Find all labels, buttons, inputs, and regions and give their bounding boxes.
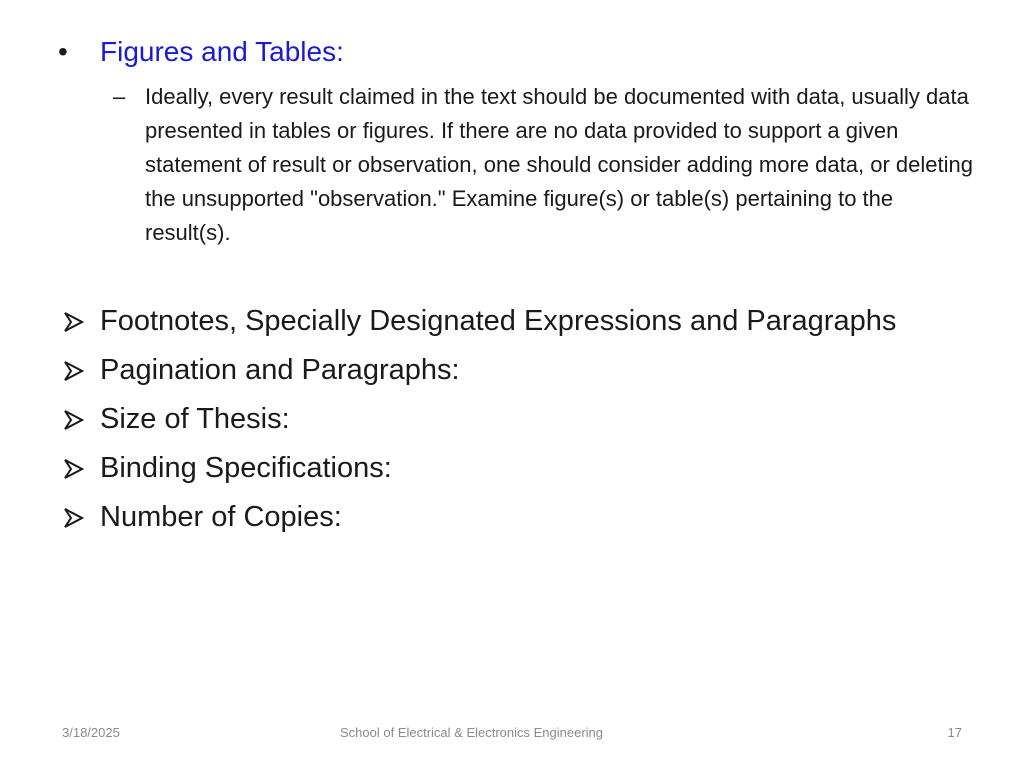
arrow-list-item xyxy=(62,297,896,346)
dash-bullet-icon: – xyxy=(113,84,126,109)
arrow-bullet-icon xyxy=(62,360,100,382)
footer-date: 3/18/2025 xyxy=(62,725,120,740)
sub-bullet-paragraph: Ideally, every result claimed in the text should be documented with data, usually data presented in tables or figures. If there are no data provided to support a given statement of result or observation, one should consider adding more data, or deleting the unsupported "observation." Examine figure(s) or table(s) pertaining to the result(s). xyxy=(145,84,973,245)
arrow-item-label: Binding Specifications: xyxy=(100,452,392,484)
section-heading: Figures and Tables: xyxy=(100,36,344,67)
arrow-bullet-icon xyxy=(62,458,100,480)
arrow-item-label: Number of Copies: xyxy=(100,501,342,533)
sub-bullet xyxy=(113,80,973,250)
bullet-dot-icon: • xyxy=(58,36,68,67)
arrow-bullet-list xyxy=(62,297,896,542)
arrow-item-label: Footnotes, Specially Designated Expressions and Paragraphs xyxy=(100,305,897,337)
top-bullet xyxy=(58,32,344,72)
footer-organization: School of Electrical & Electronics Engineering xyxy=(340,725,604,740)
slide-number: 17 xyxy=(947,725,962,740)
arrow-item-label: Pagination and Paragraphs: xyxy=(100,354,460,386)
arrow-list-item xyxy=(62,444,896,493)
arrow-list-item xyxy=(62,346,896,395)
arrow-bullet-icon xyxy=(62,409,100,431)
arrow-bullet-icon xyxy=(62,311,100,333)
arrow-bullet-icon xyxy=(62,507,100,529)
arrow-list-item xyxy=(62,493,896,542)
arrow-list-item xyxy=(62,395,896,444)
arrow-item-label: Size of Thesis: xyxy=(100,403,290,435)
